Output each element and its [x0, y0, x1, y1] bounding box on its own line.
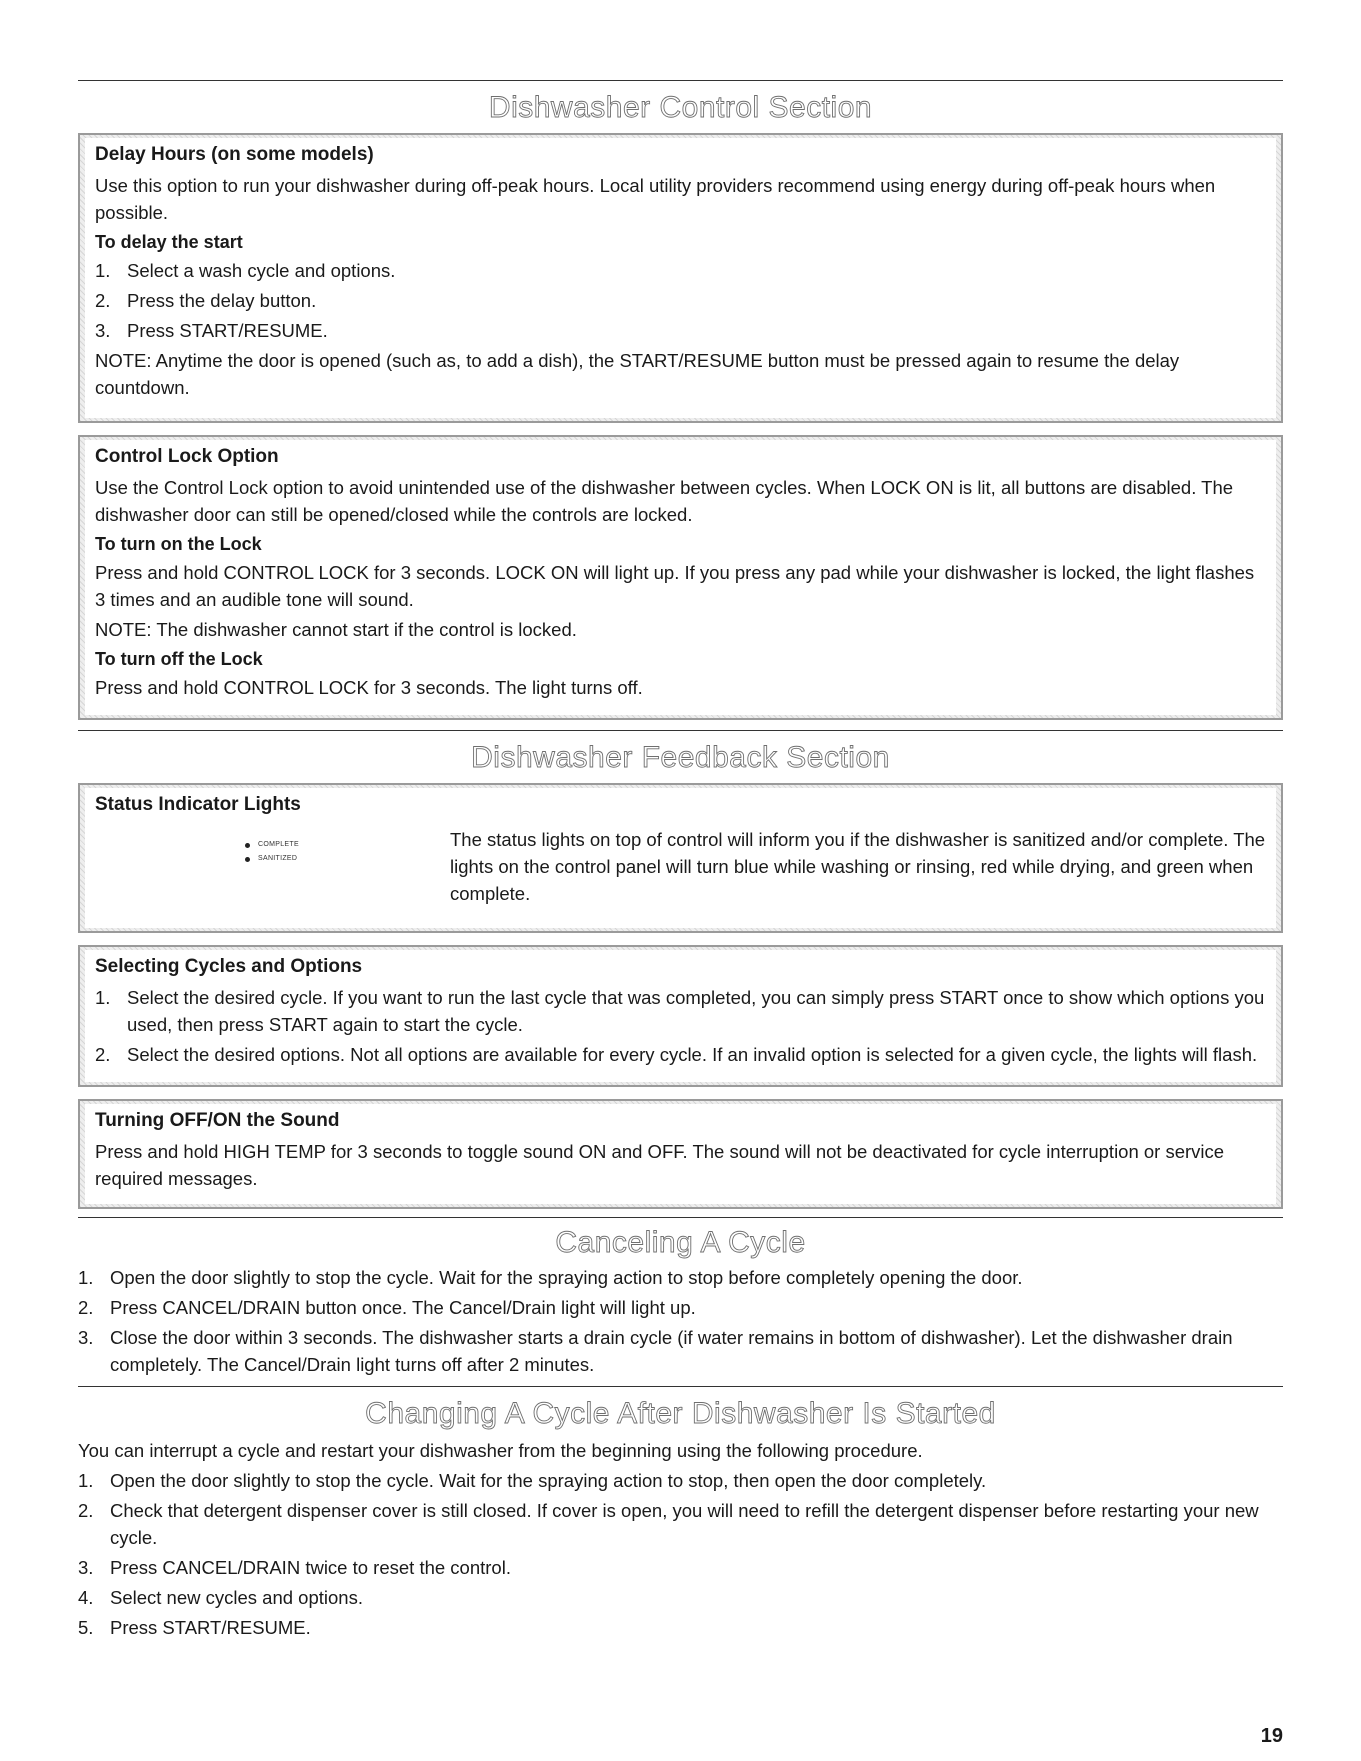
- list-item: 2. Press the delay button.: [95, 290, 317, 311]
- lock-off-subhead: To turn off the Lock: [95, 649, 263, 669]
- delay-hours-intro: Use this option to run your dishwasher during off-peak hours. Local utility providers recommend using energy during off-peak hours when possible.: [95, 175, 1216, 223]
- sound-title: Turning OFF/ON the Sound: [95, 1110, 340, 1131]
- indicator-dot-icon: [245, 843, 250, 848]
- delay-steps-list: [95, 257, 1266, 344]
- selecting-steps-list: [95, 984, 1266, 1068]
- status-lights-illustration: [95, 822, 450, 866]
- section-rule: [78, 730, 1283, 731]
- list-item: 2. Check that detergent dispenser cover is still closed. If cover is open, you will need to refill the detergent dispenser before restarting your new cycle.: [78, 1500, 1259, 1548]
- list-item: 3. Press START/RESUME.: [95, 320, 328, 341]
- status-indicator-title: Status Indicator Lights: [95, 794, 301, 815]
- status-indicator-box: [78, 783, 1283, 933]
- indicator-dot-icon: [245, 857, 250, 862]
- delay-hours-box: [78, 133, 1283, 423]
- delay-start-subhead: To delay the start: [95, 232, 243, 252]
- lock-off-text: Press and hold CONTROL LOCK for 3 seconds. The light turns off.: [95, 677, 643, 698]
- selecting-cycles-title: Selecting Cycles and Options: [95, 956, 363, 977]
- status-indicator-text: The status lights on top of control will inform you if the dishwasher is sanitized and/or complete. The lights on the control panel will turn blue while washing or rinsing, red while drying, and green when complete.: [450, 829, 1266, 904]
- section-rule: [78, 1217, 1283, 1218]
- feedback-section-title: Dishwasher Feedback Section: [471, 741, 890, 774]
- delay-hours-title: Delay Hours (on some models): [95, 144, 374, 165]
- canceling-steps-list: [78, 1264, 1283, 1378]
- control-lock-box: [78, 435, 1283, 720]
- list-item: 3. Close the door within 3 seconds. The dishwasher starts a drain cycle (if water remains in bottom of dishwasher). Let the dishwasher drain completely. The Cancel/Drain light turns off after 2 minutes.: [78, 1327, 1233, 1375]
- list-item: 2. Press CANCEL/DRAIN button once. The Cancel/Drain light will light up.: [78, 1297, 696, 1318]
- lock-on-subhead: To turn on the Lock: [95, 534, 262, 554]
- section-rule: [78, 1386, 1283, 1387]
- sound-box: [78, 1099, 1283, 1209]
- list-item: 2. Select the desired options. Not all options are available for every cycle. If an invalid option is selected for a given cycle, the lights will flash.: [95, 1044, 1258, 1065]
- page-number: 19: [1260, 1725, 1283, 1747]
- list-item: 4. Select new cycles and options.: [78, 1587, 363, 1608]
- list-item: 1. Open the door slightly to stop the cycle. Wait for the spraying action to stop before completely opening the door.: [78, 1267, 1023, 1288]
- changing-steps-list: [78, 1467, 1283, 1641]
- canceling-title: Canceling A Cycle: [555, 1226, 806, 1259]
- list-item: 1. Select the desired cycle. If you want to run the last cycle that was completed, you can simply press START once to show which options you used, then press START again to start the cycle.: [95, 987, 1265, 1035]
- control-section-title: Dishwasher Control Section: [488, 91, 873, 124]
- section-rule: [78, 80, 1283, 81]
- list-item: 1. Open the door slightly to stop the cycle. Wait for the spraying action to stop, then open the door completely.: [78, 1470, 987, 1491]
- control-lock-title: Control Lock Option: [95, 446, 279, 467]
- list-item: 5. Press START/RESUME.: [78, 1617, 311, 1638]
- sound-text: Press and hold HIGH TEMP for 3 seconds to toggle sound ON and OFF. The sound will not be deactivated for cycle interruption or service required messages.: [95, 1141, 1225, 1189]
- status-light-sanitized: SANITIZED: [245, 852, 450, 866]
- changing-title: Changing A Cycle After Dishwasher Is Started: [365, 1397, 996, 1430]
- selecting-cycles-box: [78, 945, 1283, 1087]
- status-light-complete: COMPLETE: [245, 838, 450, 852]
- changing-intro: You can interrupt a cycle and restart your dishwasher from the beginning using the following procedure.: [78, 1440, 923, 1461]
- control-lock-intro: Use the Control Lock option to avoid unintended use of the dishwasher between cycles. When LOCK ON is lit, all buttons are disabled. The dishwasher door can still be opened/closed while the controls are locked.: [95, 477, 1234, 525]
- lock-on-text: Press and hold CONTROL LOCK for 3 seconds. LOCK ON will light up. If you press any pad while your dishwasher is locked, the light flashes 3 times and an audible tone will sound.: [95, 562, 1255, 610]
- lock-note: NOTE: The dishwasher cannot start if the control is locked.: [95, 619, 577, 640]
- list-item: 1. Select a wash cycle and options.: [95, 260, 396, 281]
- delay-note: NOTE: Anytime the door is opened (such as, to add a dish), the START/RESUME button must be pressed again to resume the delay countdown.: [95, 350, 1180, 398]
- manual-page: [78, 0, 1283, 1644]
- list-item: 3. Press CANCEL/DRAIN twice to reset the control.: [78, 1557, 511, 1578]
